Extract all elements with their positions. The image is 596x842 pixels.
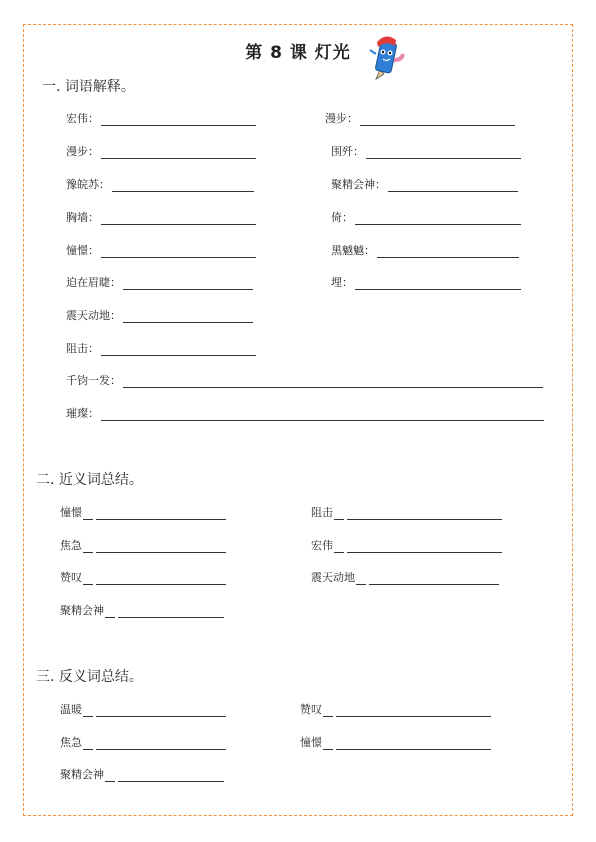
- term-row: [331, 274, 521, 290]
- synonym-row: [311, 569, 499, 585]
- dash: [323, 709, 333, 717]
- term-row: [325, 110, 515, 126]
- answer-line[interactable]: [366, 146, 521, 159]
- answer-line[interactable]: [388, 179, 518, 192]
- answer-line[interactable]: [123, 277, 253, 290]
- pencil-mascot-icon: [366, 30, 406, 80]
- answer-line[interactable]: [101, 343, 256, 356]
- answer-line[interactable]: [96, 704, 226, 717]
- dash: [323, 742, 333, 750]
- answer-line[interactable]: [112, 179, 254, 192]
- answer-line[interactable]: [96, 540, 226, 553]
- answer-line[interactable]: [347, 540, 502, 553]
- answer-line[interactable]: [101, 408, 544, 421]
- word-label: 阻击: [311, 506, 333, 519]
- term-row: [66, 110, 256, 126]
- term-label: 聚精会神：: [331, 178, 386, 191]
- term-row: [66, 372, 543, 388]
- answer-line[interactable]: [123, 310, 253, 323]
- answer-line[interactable]: [96, 737, 226, 750]
- section-3-heading: 三. 反义词总结。: [36, 669, 143, 685]
- dash: [105, 774, 115, 782]
- term-row: [331, 209, 521, 225]
- synonym-row: [60, 537, 226, 553]
- term-row: [66, 340, 256, 356]
- term-label: 围歼：: [331, 145, 364, 158]
- answer-line[interactable]: [347, 507, 502, 520]
- term-label: 震天动地：: [66, 309, 121, 322]
- antonym-row: [300, 701, 491, 717]
- term-label: 黑魆魆：: [331, 244, 375, 257]
- dash: [83, 577, 93, 585]
- answer-line[interactable]: [96, 507, 226, 520]
- antonym-row: [60, 701, 226, 717]
- word-label: 焦急: [60, 539, 82, 552]
- answer-line[interactable]: [101, 212, 256, 225]
- answer-line[interactable]: [336, 737, 491, 750]
- word-label: 宏伟: [311, 539, 333, 552]
- term-label: 埋：: [331, 276, 353, 289]
- word-label: 憧憬: [300, 736, 322, 749]
- antonym-row: [60, 734, 226, 750]
- antonym-row: [60, 766, 224, 782]
- term-row: [66, 242, 256, 258]
- answer-line[interactable]: [101, 245, 256, 258]
- word-label: 温暖: [60, 703, 82, 716]
- term-label: 迫在眉睫：: [66, 276, 121, 289]
- synonym-row: [60, 602, 224, 618]
- answer-line[interactable]: [96, 572, 226, 585]
- term-label: 千钧一发：: [66, 374, 121, 387]
- term-label: 憧憬：: [66, 244, 99, 257]
- answer-line[interactable]: [118, 769, 224, 782]
- antonym-row: [300, 734, 491, 750]
- term-row: [66, 209, 256, 225]
- term-label: 胸墙：: [66, 211, 99, 224]
- word-label: 聚精会神: [60, 604, 104, 617]
- synonym-row: [60, 504, 226, 520]
- answer-line[interactable]: [369, 572, 499, 585]
- dash: [356, 577, 366, 585]
- answer-line[interactable]: [101, 146, 256, 159]
- term-label: 宏伟：: [66, 112, 99, 125]
- section-1-heading: 一. 词语解释。: [42, 79, 135, 95]
- dash: [83, 709, 93, 717]
- answer-line[interactable]: [355, 212, 521, 225]
- dash: [105, 610, 115, 618]
- word-label: 震天动地: [311, 571, 355, 584]
- term-label: 豫皖苏：: [66, 178, 110, 191]
- term-row: [331, 242, 519, 258]
- answer-line[interactable]: [336, 704, 491, 717]
- answer-line[interactable]: [355, 277, 521, 290]
- term-row: [66, 274, 253, 290]
- dash: [83, 512, 93, 520]
- term-row: [66, 405, 544, 421]
- answer-line[interactable]: [123, 375, 543, 388]
- term-row: [331, 143, 521, 159]
- term-row: [331, 176, 518, 192]
- dash: [83, 545, 93, 553]
- dash: [334, 545, 344, 553]
- answer-line[interactable]: [377, 245, 519, 258]
- dash: [334, 512, 344, 520]
- word-label: 焦急: [60, 736, 82, 749]
- answer-line[interactable]: [101, 113, 256, 126]
- term-label: 漫步：: [66, 145, 99, 158]
- word-label: 聚精会神: [60, 768, 104, 781]
- page-title: 第 8 课 灯光: [245, 43, 351, 63]
- word-label: 赞叹: [60, 571, 82, 584]
- section-2-heading: 二. 近义词总结。: [36, 472, 143, 488]
- word-label: 憧憬: [60, 506, 82, 519]
- term-label: 倚：: [331, 211, 353, 224]
- synonym-row: [311, 504, 502, 520]
- term-row: [66, 143, 256, 159]
- answer-line[interactable]: [118, 605, 224, 618]
- word-label: 赞叹: [300, 703, 322, 716]
- term-label: 漫步：: [325, 112, 358, 125]
- synonym-row: [60, 569, 226, 585]
- term-row: [66, 176, 254, 192]
- term-label: 阻击：: [66, 342, 99, 355]
- synonym-row: [311, 537, 502, 553]
- term-label: 璀璨：: [66, 407, 99, 420]
- answer-line[interactable]: [360, 113, 515, 126]
- dash: [83, 742, 93, 750]
- term-row: [66, 307, 253, 323]
